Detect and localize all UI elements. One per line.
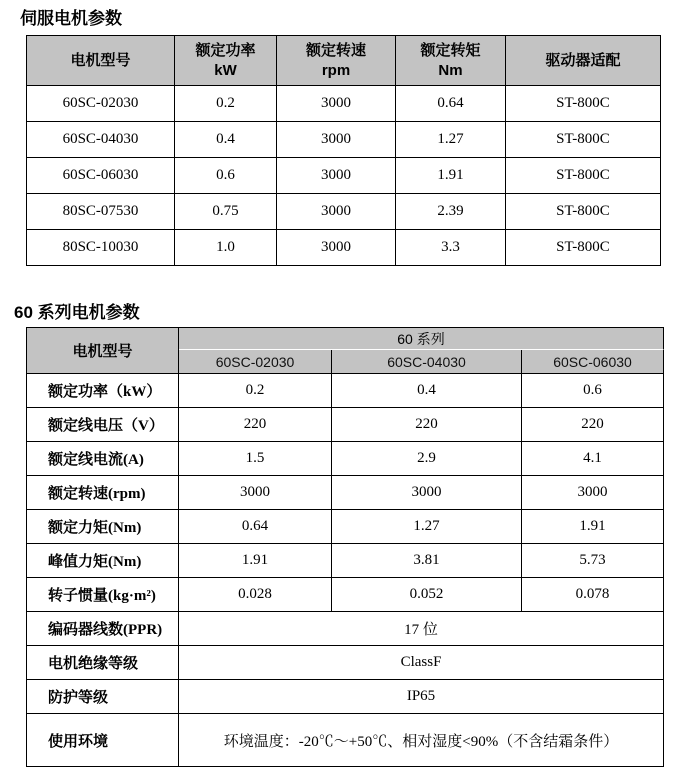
table-row [27,194,661,230]
param-value: 0.078 [522,578,664,612]
section1-title: 伺服电机参数 [20,9,122,28]
param-value: 0.6 [522,374,664,408]
table-row [27,230,661,266]
table-row [27,544,664,578]
motor-model-cell: 60SC-02030 [27,86,175,122]
table1-header-rated-torque: 额定转矩 Nm [396,36,506,86]
param-value-merged: IP65 [179,680,664,714]
table-row [27,510,664,544]
table-row [27,122,661,158]
param-label: 防护等级 [27,680,179,714]
rated-power-cell: 0.4 [175,122,277,158]
table-row [27,158,661,194]
driver-match-cell: ST-800C [506,158,661,194]
rated-speed-cell: 3000 [277,122,396,158]
param-label: 编码器线数(PPR) [27,612,179,646]
servo-motor-params-table [26,35,661,266]
param-value: 220 [522,408,664,442]
param-value: 0.052 [332,578,522,612]
param-label: 电机绝缘等级 [27,646,179,680]
table2-model-header: 60SC-06030 [522,350,664,374]
section2-title: 60 系列电机参数 [14,303,140,322]
param-label: 额定力矩(Nm) [27,510,179,544]
param-value-merged: 17 位 [179,612,664,646]
table1-header-rated-speed: 额定转速 rpm [277,36,396,86]
rated-power-cell: 0.75 [175,194,277,230]
rated-power-cell: 0.6 [175,158,277,194]
rated-speed-cell: 3000 [277,194,396,230]
rated-torque-cell: 2.39 [396,194,506,230]
table2-series-header: 60 系列 [179,328,664,350]
param-value: 5.73 [522,544,664,578]
series60-motor-params-table [26,327,664,767]
rated-power-cell: 1.0 [175,230,277,266]
table2-corner-header: 电机型号 [27,328,179,374]
param-value: 220 [179,408,332,442]
driver-match-cell: ST-800C [506,230,661,266]
param-value: 3000 [332,476,522,510]
param-label: 峰值力矩(Nm) [27,544,179,578]
table-row [27,374,664,408]
param-label: 额定功率（kW） [27,374,179,408]
table-row [27,442,664,476]
param-value: 2.9 [332,442,522,476]
param-label: 使用环境 [27,714,179,767]
param-label: 额定线电压（V） [27,408,179,442]
motor-model-cell: 60SC-04030 [27,122,175,158]
driver-match-cell: ST-800C [506,194,661,230]
param-value: 0.64 [179,510,332,544]
param-value: 0.028 [179,578,332,612]
param-value: 3000 [179,476,332,510]
param-value: 3000 [522,476,664,510]
param-value: 3.81 [332,544,522,578]
param-value: 0.4 [332,374,522,408]
table-row [27,714,664,767]
table1-header-driver-match: 驱动器适配 [506,36,661,86]
param-value: 0.2 [179,374,332,408]
table-row [27,476,664,510]
motor-model-cell: 60SC-06030 [27,158,175,194]
param-value-merged: 环境温度：-20℃～+50℃、相对湿度<90%（不含结霜条件） [179,714,664,767]
table-row [27,680,664,714]
table1-header-model: 电机型号 [27,36,175,86]
param-value-merged: ClassF [179,646,664,680]
rated-torque-cell: 0.64 [396,86,506,122]
table1-header-row [27,36,661,86]
table2-model-header: 60SC-04030 [332,350,522,374]
param-value: 4.1 [522,442,664,476]
rated-torque-cell: 3.3 [396,230,506,266]
param-value: 1.91 [522,510,664,544]
driver-match-cell: ST-800C [506,86,661,122]
motor-model-cell: 80SC-10030 [27,230,175,266]
rated-speed-cell: 3000 [277,230,396,266]
param-value: 1.5 [179,442,332,476]
table2-model-header: 60SC-02030 [179,350,332,374]
rated-torque-cell: 1.91 [396,158,506,194]
table-row [27,646,664,680]
param-label: 转子惯量(kg·m²) [27,578,179,612]
table2-header-row-series [27,328,664,350]
rated-speed-cell: 3000 [277,86,396,122]
param-value: 1.91 [179,544,332,578]
rated-torque-cell: 1.27 [396,122,506,158]
table-row [27,86,661,122]
rated-speed-cell: 3000 [277,158,396,194]
motor-model-cell: 80SC-07530 [27,194,175,230]
table-row [27,612,664,646]
driver-match-cell: ST-800C [506,122,661,158]
table1-header-rated-power: 额定功率 kW [175,36,277,86]
param-label: 额定转速(rpm) [27,476,179,510]
param-label: 额定线电流(A) [27,442,179,476]
table-row [27,578,664,612]
table-row [27,408,664,442]
rated-power-cell: 0.2 [175,86,277,122]
param-value: 1.27 [332,510,522,544]
param-value: 220 [332,408,522,442]
